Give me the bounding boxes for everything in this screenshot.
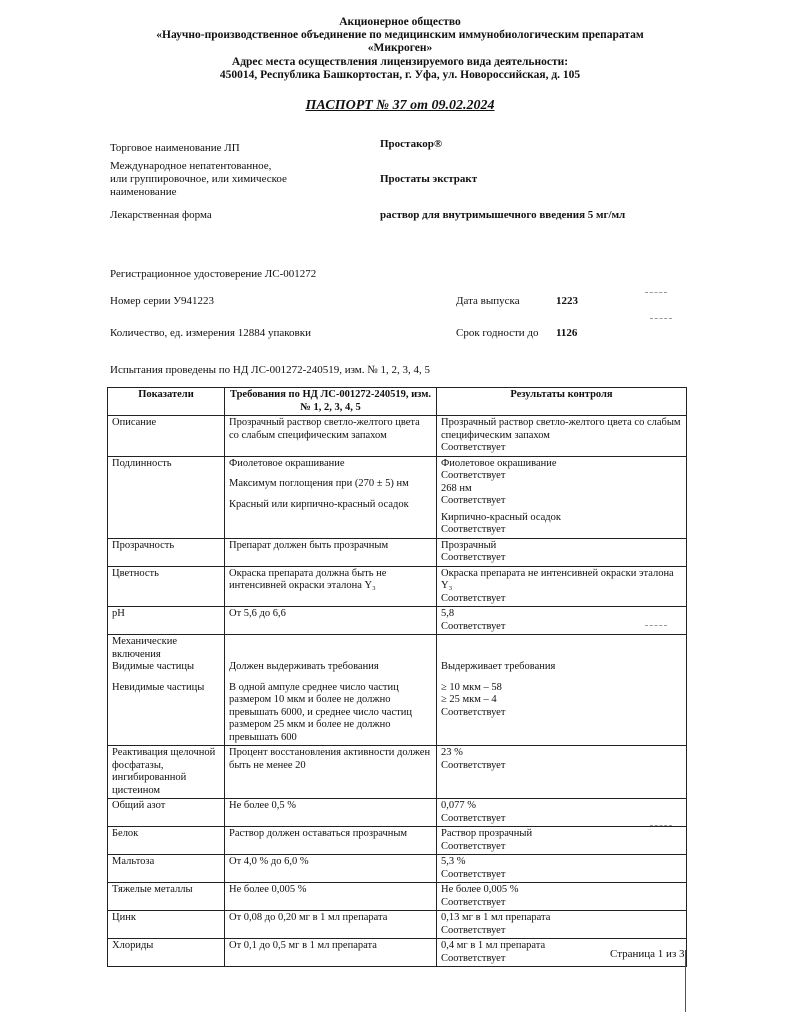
requirement-a: Фиолетовое окрашивание: [229, 457, 345, 469]
result-verdict: Соответствует: [441, 620, 506, 632]
row-name: Описание: [108, 416, 225, 457]
result-value: 5,8: [441, 608, 455, 619]
row-result: [437, 607, 687, 635]
table-row: [108, 607, 687, 635]
result-verdict: Соответствует: [441, 552, 506, 563]
result-invisible-10: ≥ 10 мкм – 58: [441, 681, 502, 693]
requirement-b: Максимум поглощения при (270 ± 5) нм: [229, 478, 409, 489]
result-value: 0,4 мг в 1 мл препарата: [441, 940, 546, 951]
requirement-visible: Должен выдерживать требования: [229, 661, 379, 672]
row-name: Прозрачность: [108, 538, 225, 566]
scan-artifact: [650, 318, 672, 319]
result-invisible-25: ≥ 25 мкм – 4: [441, 694, 497, 705]
row-result: [437, 456, 687, 538]
release-date-label: Дата выпуска: [456, 295, 520, 307]
expiry-label: Срок годности до: [456, 327, 539, 339]
table-row: [108, 635, 687, 746]
scan-artifact: [645, 292, 667, 293]
result-verdict: Соответствует: [441, 840, 506, 852]
result-verdict: Соответствует: [441, 924, 506, 936]
result-verdict: Соответствует: [441, 592, 506, 604]
scan-edge-line: [685, 950, 686, 1012]
row-result: [437, 538, 687, 566]
row-result: [437, 746, 687, 799]
row-requirement: Не более 0,5 %: [225, 799, 437, 827]
row-name: pH: [108, 607, 225, 635]
result-value: 0,077 %: [441, 800, 476, 811]
inn-value: Простаты экстракт: [380, 173, 478, 185]
row-name: Общий азот: [108, 799, 225, 827]
header-requirements: Требования по НД ЛС-001272-240519, изм. № 1, 2, 3, 4, 5: [225, 388, 437, 416]
result-value: Прозрачный раствор светло-желтого цвета со слабым специфическим запахом: [441, 417, 681, 441]
sub-indicator-invisible: Невидимые частицы: [112, 681, 205, 693]
passport-title: ПАСПОРТ № 37 от 09.02.2024: [305, 98, 495, 113]
table-header-row: [108, 388, 687, 416]
result-value: Не более 0,005 %: [441, 884, 519, 895]
row-requirement: Препарат должен быть прозрачным: [225, 538, 437, 566]
result-visible: Выдерживает требования: [441, 661, 556, 672]
address-caption: Адрес места осуществления лицензируемого вида деятельности:: [231, 56, 569, 68]
series-number: Номер серии У941223: [110, 295, 215, 307]
row-result: [437, 635, 687, 746]
row-name: Белок: [108, 827, 225, 855]
tests-note: Испытания проведены по НД ЛС-001272-240519, изм. № 1, 2, 3, 4, 5: [110, 364, 431, 376]
row-name: [108, 635, 225, 746]
table-row: [108, 538, 687, 566]
header-results: Результаты контроля: [437, 388, 687, 416]
result-a: Фиолетовое окрашивание: [441, 457, 557, 469]
header-indicator: Показатели: [108, 388, 225, 416]
result-verdict: Соответствует: [441, 896, 506, 908]
row-result: [437, 855, 687, 883]
result-c-verdict: Соответствует: [441, 524, 506, 535]
result-b: 268 нм: [441, 482, 472, 494]
row-requirement: От 0,08 до 0,20 мг в 1 мл препарата: [225, 911, 437, 939]
row-requirement: Раствор должен оставаться прозрачным: [225, 827, 437, 855]
scan-artifact: [650, 825, 672, 826]
release-date-value: 1223: [556, 295, 578, 307]
result-value: Раствор прозрачный: [441, 828, 533, 839]
table-row: [108, 799, 687, 827]
row-name: Тяжелые металлы: [108, 883, 225, 911]
registration-certificate: Регистрационное удостоверение ЛС-001272: [110, 268, 317, 280]
form-value: раствор для внутримышечного введения 5 мг/мл: [380, 209, 626, 221]
sub-indicator-visible: Видимые частицы: [112, 661, 195, 672]
requirement-c: Красный или кирпично-красный осадок: [229, 498, 409, 510]
row-requirement: Процент восстановления активности должен быть не менее 20: [225, 746, 437, 799]
row-requirement: От 5,6 до 6,6: [225, 607, 437, 635]
result-value: 0,13 мг в 1 мл препарата: [441, 912, 551, 923]
result-c: Кирпично-красный осадок: [441, 511, 562, 523]
org-type: Акционерное общество: [339, 16, 461, 28]
trade-name-value: Простакор®: [380, 138, 443, 150]
row-result: [437, 911, 687, 939]
row-requirement: От 0,1 до 0,5 мг в 1 мл препарата: [225, 939, 437, 967]
result-value: Прозрачный: [441, 539, 497, 551]
scan-artifact: [645, 625, 667, 626]
table-row: [108, 456, 687, 538]
row-name: Хлориды: [108, 939, 225, 967]
inn-label-2: или группировочное, или химическое: [110, 173, 287, 185]
row-name: Мальтоза: [108, 855, 225, 883]
page-number: Страница 1 из 3: [610, 948, 685, 960]
row-name: Цинк: [108, 911, 225, 939]
table-row: [108, 827, 687, 855]
specification-table: [107, 387, 687, 967]
row-requirement: Прозрачный раствор светло-желтого цвета со слабым специфическим запахом: [225, 416, 437, 457]
row-name: Реактивация щелочной фосфатазы, ингибированной цистеином: [108, 746, 225, 799]
result-verdict: Соответствует: [441, 952, 506, 964]
row-result: [437, 883, 687, 911]
org-short-name: «Микроген»: [367, 42, 433, 54]
row-result: [437, 799, 687, 827]
result-value: Окраска препарата не интенсивней окраски эталона Y₃: [441, 567, 674, 591]
row-requirement: Окраска препарата должна быть не интенсивней окраски эталона Y₃: [225, 566, 437, 607]
result-invisible-verdict: Соответствует: [441, 706, 506, 718]
result-verdict: Соответствует: [441, 759, 506, 771]
row-name: Подлинность: [108, 456, 225, 538]
quantity: Количество, ед. измерения 12884 упаковки: [110, 327, 311, 339]
row-result: [437, 827, 687, 855]
result-value: 23 %: [441, 747, 463, 758]
table-row: [108, 855, 687, 883]
result-a-verdict: Соответствует: [441, 470, 506, 481]
result-b-verdict: Соответствует: [441, 495, 506, 506]
row-result: [437, 416, 687, 457]
org-name: «Научно-производственное объединение по медицинским иммунобиологическим препаратам: [156, 29, 644, 41]
inn-label-3: наименование: [110, 186, 177, 198]
row-name: Цветность: [108, 566, 225, 607]
table-row: [108, 939, 687, 967]
address: 450014, Республика Башкортостан, г. Уфа, ул. Новороссийская, д. 105: [219, 69, 581, 81]
table-row: [108, 746, 687, 799]
trade-name-label: Торговое наименование ЛП: [110, 142, 240, 154]
table-row: [108, 883, 687, 911]
requirement-invisible: В одной ампуле среднее число частиц размером 10 мкм и более не должно превышать 6000, и среднее число частиц размером 25 мкм и более не должно превышать 600: [229, 681, 412, 743]
table-row: [108, 416, 687, 457]
result-verdict: Соответствует: [441, 868, 506, 880]
result-verdict: Соответствует: [441, 812, 506, 824]
row-result: [437, 566, 687, 607]
row-name-main: Механические включения: [112, 636, 177, 660]
table-row: [108, 911, 687, 939]
table-row: [108, 566, 687, 607]
row-requirement: Не более 0,005 %: [225, 883, 437, 911]
row-requirement: [225, 635, 437, 746]
expiry-value: 1126: [556, 327, 578, 339]
form-label: Лекарственная форма: [110, 209, 212, 221]
result-value: 5,3 %: [441, 856, 466, 867]
inn-label-1: Международное непатентованное,: [110, 160, 272, 172]
row-requirement: От 4,0 % до 6,0 %: [225, 855, 437, 883]
result-verdict: Соответствует: [441, 442, 506, 453]
row-requirement: [225, 456, 437, 538]
